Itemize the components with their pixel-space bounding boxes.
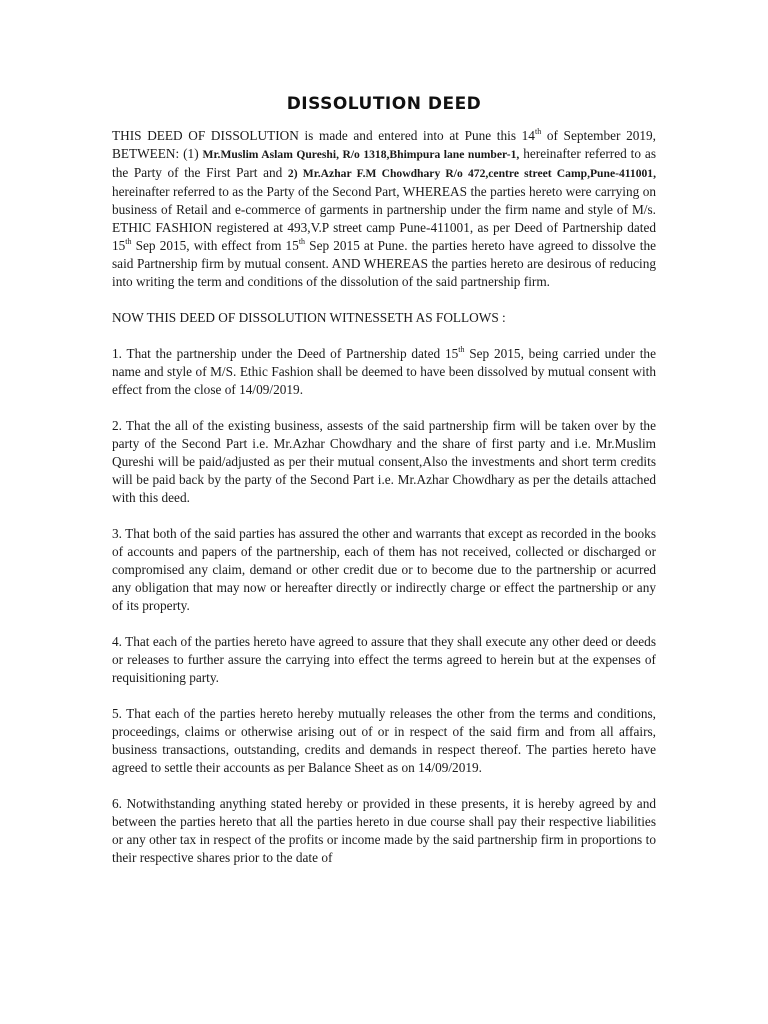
clause-4: 4. That each of the parties hereto have agreed to assure that they shall execute any other deed or deeds or releases to further assure the carrying into effect the terms agreed to herein but at the expenses of requisitioning party. xyxy=(112,634,656,685)
clause-1-text-2: Sep 2015, being carried under the name and style of M/S. Ethic Fashion shall be deemed to have been dissolved by mutual consent with effect from the close of 14/09/2019. xyxy=(112,346,656,397)
clause-2: 2. That the all of the existing business, assests of the said partnership firm will be taken over by the party of the Second Part i.e. Mr.Azhar Chowdhary and the share of first party and i.e. Mr.Muslim Qureshi will be paid/adjusted as per their mutual consent,Also the investments and short term credits will be paid back by the party of the Second Part i.e. Mr.Azhar Chowdhary as per the details attached with this deed. xyxy=(112,418,656,505)
clause-5: 5. That each of the parties hereto hereby mutually releases the other from the terms and conditions, proceedings, claims or otherwise arising out of or in respect of the said firm and from all affairs, business transactions, outstanding, credits and demands in respect thereof. The parties hereto have agreed to settle their accounts as per Balance Sheet as on 14/09/2019. xyxy=(112,706,656,775)
second-party-name: 2) Mr.Azhar F.M Chowdhary R/o 472,centre street Camp,Pune-411001, xyxy=(287,167,656,180)
document-body xyxy=(112,127,656,867)
ordinal-suffix: th xyxy=(125,237,132,246)
ordinal-suffix: th xyxy=(458,345,465,354)
clause-1 xyxy=(112,345,656,399)
clause-6: 6. Notwithstanding anything stated hereby or provided in these presents, it is hereby agreed by and between the parties hereto that all the parties hereto in due course shall pay their respective liabilities or any other tax in respect of the profits or income made by the said partnership firm in proportions to their respective shares prior to the date of xyxy=(112,796,656,865)
clause-1-text-1: 1. That the partnership under the Deed of Partnership dated 15 xyxy=(112,346,459,361)
witnesseth-heading: NOW THIS DEED OF DISSOLUTION WITNESSETH AS FOLLOWS : xyxy=(112,310,506,325)
intro-text-6: Sep 2015 at Pune. the parties hereto have agreed to dissolve the said Partnership firm by mutual consent. AND WHEREAS the parties hereto are desirous of reducing into writing the term and conditions of the dissolution of the said partnership firm. xyxy=(112,238,656,289)
intro-text-1: THIS DEED OF DISSOLUTION is made and entered into at Pune this 14 xyxy=(112,128,535,143)
ordinal-suffix: th xyxy=(298,237,306,246)
intro-text-3: hereinafter referred to as the Party of the First Part and xyxy=(112,146,657,180)
intro-text-4: hereinafter referred to as the Party of the Second Part, WHEREAS the parties hereto were carrying on business of Retail and e-commerce of garments in partnership under the firm name and style of M/s. ETHIC FASHION registered at 493,V.P street camp Pune-411001, as per Deed of Partnership dated 15 xyxy=(112,184,656,253)
first-party-name: Mr.Muslim Aslam Qureshi, R/o 1318,Bhimpura lane number-1, xyxy=(202,148,520,161)
intro-text-5: Sep 2015, with effect from 15 xyxy=(131,238,299,253)
intro-paragraph xyxy=(112,127,656,291)
clause-3: 3. That both of the said parties has assured the other and warrants that except as recorded in the books of accounts and papers of the partnership, each of them has not received, collected or discharged or compromised any claim, demand or other credit due or to become due to the partnership or acurred any obligation that may now or hereafter directly or indirectly charge or effect the partnership or any of its property. xyxy=(112,526,656,613)
intro-text-2: of September 2019, BETWEEN: (1) xyxy=(112,128,656,161)
ordinal-suffix: th xyxy=(534,127,542,136)
document-title: DISSOLUTION DEED xyxy=(286,94,482,114)
